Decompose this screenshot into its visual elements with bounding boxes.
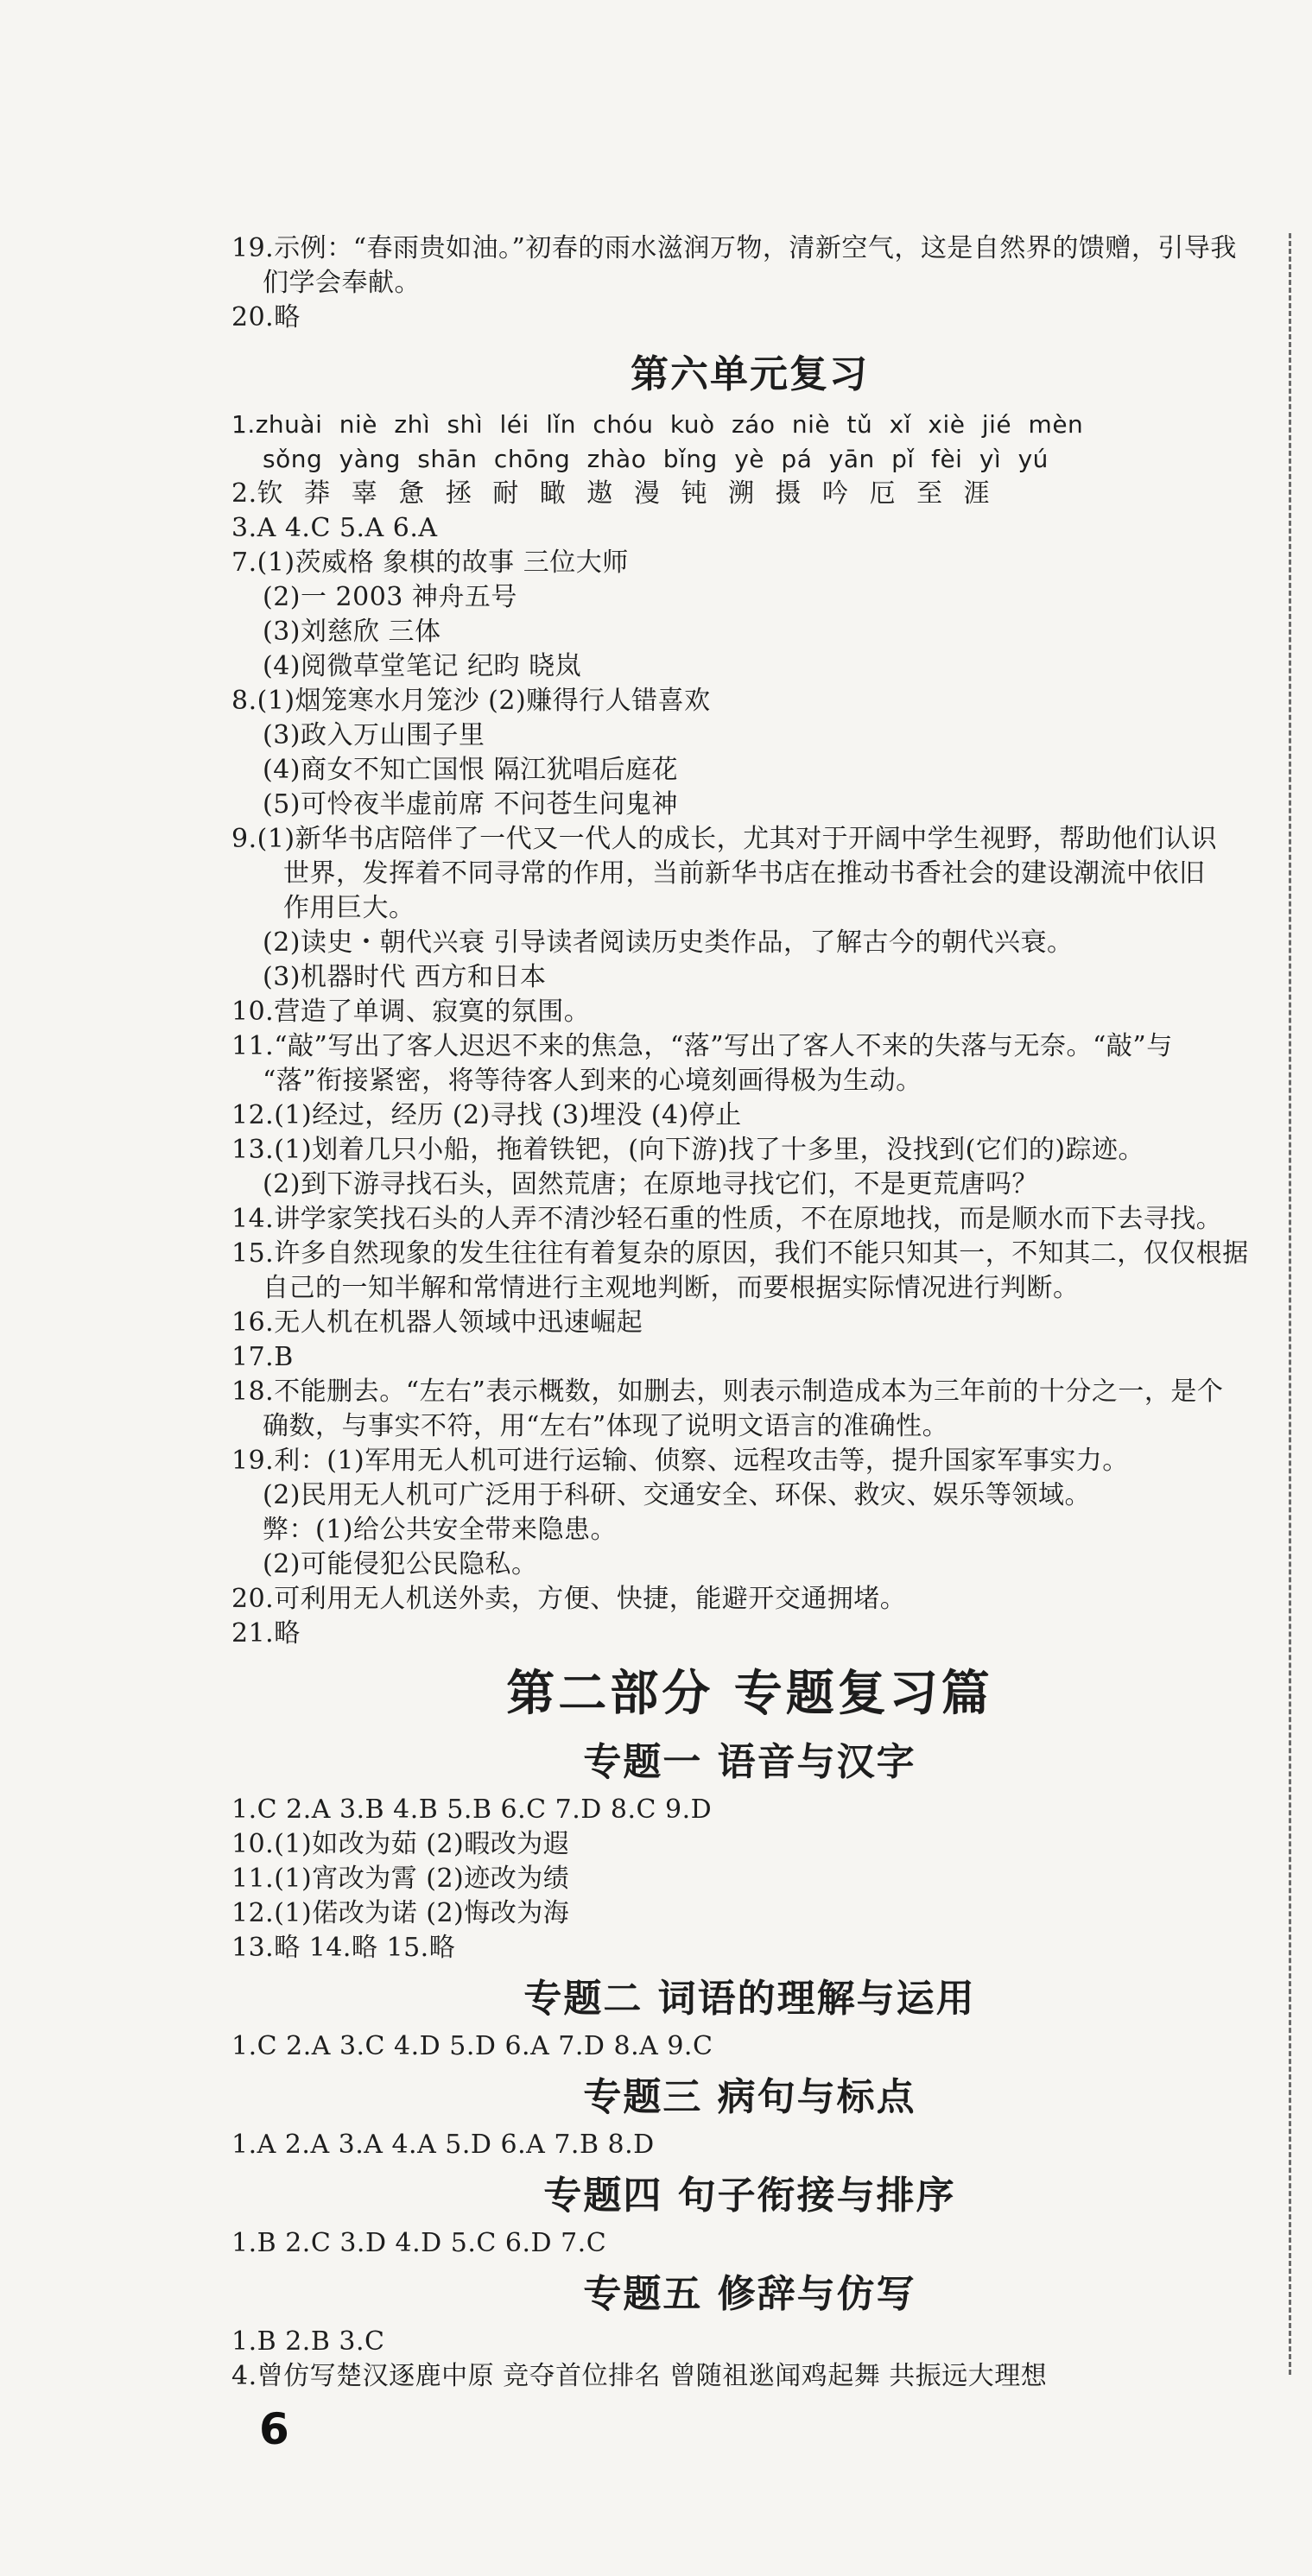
answer-line: 14.讲学家笑找石头的人弄不清沙轻石重的性质，不在原地找，而是顺水而下去寻找。 (231, 1204, 1223, 1234)
answer-line: 11.(1)宵改为霄 (2)迹改为绩 (231, 1864, 570, 1894)
answer-line: 18.不能删去。“左右”表示概数，如删去，则表示制造成本为三年前的十分之一，是个 (231, 1377, 1224, 1407)
answer-line: 1.C 2.A 3.B 4.B 5.B 6.C 7.D 8.C 9.D (231, 1794, 713, 1825)
answer-line: (2)一 2003 神舟五号 (263, 582, 517, 612)
topic-title: 专题二 词语的理解与运用 (523, 1977, 976, 2021)
character-answer-line: 2.钦 莽 辜 惫 拯 耐 瞰 遨 漫 钝 溯 摄 吟 厄 至 涯 (231, 478, 991, 509)
answer-line: 1.B 2.C 3.D 4.D 5.C 6.D 7.C (231, 2228, 607, 2258)
dashed-cut-line (1289, 233, 1291, 2375)
answer-line: (2)读史・朝代兴衰 引导读者阅读历史类作品，了解古今的朝代兴衰。 (263, 927, 1074, 958)
answer-content (231, 231, 1268, 2394)
answer-line: (3)机器时代 西方和日本 (263, 962, 547, 992)
answer-line: 17.B (231, 1342, 294, 1372)
answer-line: (4)阅微草堂笔记 纪昀 晓岚 (263, 651, 582, 681)
answer-line: 4.曾仿写楚汉逐鹿中原 竞夺首位排名 曾随祖逖闻鸡起舞 共振远大理想 (231, 2361, 1048, 2391)
answer-line: 们学会奉献。 (263, 268, 421, 298)
answer-line: (5)可怜夜半虚前席 不问苍生问鬼神 (263, 789, 679, 820)
answer-line: 1.B 2.B 3.C (231, 2326, 385, 2357)
answer-line: 13.(1)划着几只小船，拖着铁钯，(向下游)找了十多里，没找到(它们的)踪迹。 (231, 1135, 1145, 1165)
pinyin-answer-line: sǒng yàng shān chōng zhào bǐng yè pá yān pǐ fèi yì yú (263, 445, 1049, 473)
answer-line: 世界，发挥着不同寻常的作用，当前新华书店在推动书香社会的建设潮流中依旧 (283, 858, 1206, 889)
answer-line: 19.示例：“春雨贵如油。”初春的雨水滋润万物，清新空气，这是自然界的馈赠，引导我 (231, 233, 1237, 263)
answer-line: (3)政入万山围子里 (263, 720, 485, 750)
answer-line: 19.利：(1)军用无人机可进行运输、侦察、远程攻击等，提升国家军事实力。 (231, 1446, 1129, 1476)
answer-line: 20.可利用无人机送外卖，方便、快捷，能避开交通拥堵。 (231, 1584, 907, 1614)
answer-line: (3)刘慈欣 三体 (263, 617, 441, 647)
answer-line: 10.营造了单调、寂寞的氛围。 (231, 997, 591, 1027)
answer-line: 8.(1)烟笼寒水月笼沙 (2)赚得行人错喜欢 (231, 686, 711, 716)
page-number: 6 (259, 2404, 289, 2454)
answer-line: 1.A 2.A 3.A 4.A 5.D 6.A 7.B 8.D (231, 2130, 655, 2160)
answer-line: “落”衔接紧密，将等待客人到来的心境刻画得极为生动。 (263, 1066, 922, 1096)
answer-line: 1.C 2.A 3.C 4.D 5.D 6.A 7.D 8.A 9.C (231, 2031, 713, 2061)
part-title: 第二部分 专题复习篇 (506, 1666, 993, 1722)
answer-line: 15.许多自然现象的发生往往有着复杂的原因，我们不能只知其一，不知其二，仅仅根据 (231, 1238, 1249, 1269)
answer-line: (2)到下游寻找石头，固然荒唐；在原地寻找它们，不是更荒唐吗？ (263, 1169, 1038, 1199)
pinyin-answer-line: 1.zhuài niè zhì shì léi lǐn chóu kuò záo niè tǔ xǐ xiè jié mèn (231, 410, 1084, 439)
answer-line: 7.(1)茨威格 象棋的故事 三位大师 (231, 547, 629, 578)
answer-line: 20.略 (231, 302, 301, 332)
answer-line: (2)可能侵犯公民隐私。 (263, 1549, 538, 1579)
answer-line: 确数，与事实不符，用“左右”体现了说明文语言的准确性。 (263, 1411, 949, 1441)
answer-line: 13.略 14.略 15.略 (231, 1933, 456, 1963)
answer-line: 9.(1)新华书店陪伴了一代又一代人的成长，尤其对于开阔中学生视野，帮助他们认识 (231, 824, 1218, 854)
answer-line: (2)民用无人机可广泛用于科研、交通安全、环保、救灾、娱乐等领域。 (263, 1480, 1091, 1510)
answer-line: 11.“敲”写出了客人迟迟不来的焦急，“落”写出了客人不来的失落与无奈。“敲”与 (231, 1031, 1173, 1061)
answer-line: 自己的一知半解和常情进行主观地判断，而要根据实际情况进行判断。 (263, 1273, 1080, 1303)
answer-line: 12.(1)经过，经历 (2)寻找 (3)埋没 (4)停止 (231, 1100, 742, 1130)
answer-line: 12.(1)偌改为诺 (2)悔改为海 (231, 1898, 570, 1928)
answer-line: 10.(1)如改为茹 (2)暇改为遐 (231, 1829, 570, 1859)
answer-line: 3.A 4.C 5.A 6.A (231, 513, 438, 543)
answer-line: 弊：(1)给公共安全带来隐患。 (263, 1515, 617, 1545)
answer-line: 21.略 (231, 1618, 301, 1649)
answer-line: 16.无人机在机器人领域中迅速崛起 (231, 1307, 643, 1338)
answer-line: 作用巨大。 (283, 893, 415, 923)
topic-title: 专题一 语音与汉字 (583, 1740, 916, 1784)
answer-line: (4)商女不知亡国恨 隔江犹唱后庭花 (263, 755, 679, 785)
topic-title: 专题四 句子衔接与排序 (543, 2174, 956, 2218)
topic-title: 专题五 修辞与仿写 (583, 2272, 916, 2316)
topic-title: 专题三 病句与标点 (583, 2075, 916, 2119)
unit-title: 第六单元复习 (631, 352, 869, 396)
